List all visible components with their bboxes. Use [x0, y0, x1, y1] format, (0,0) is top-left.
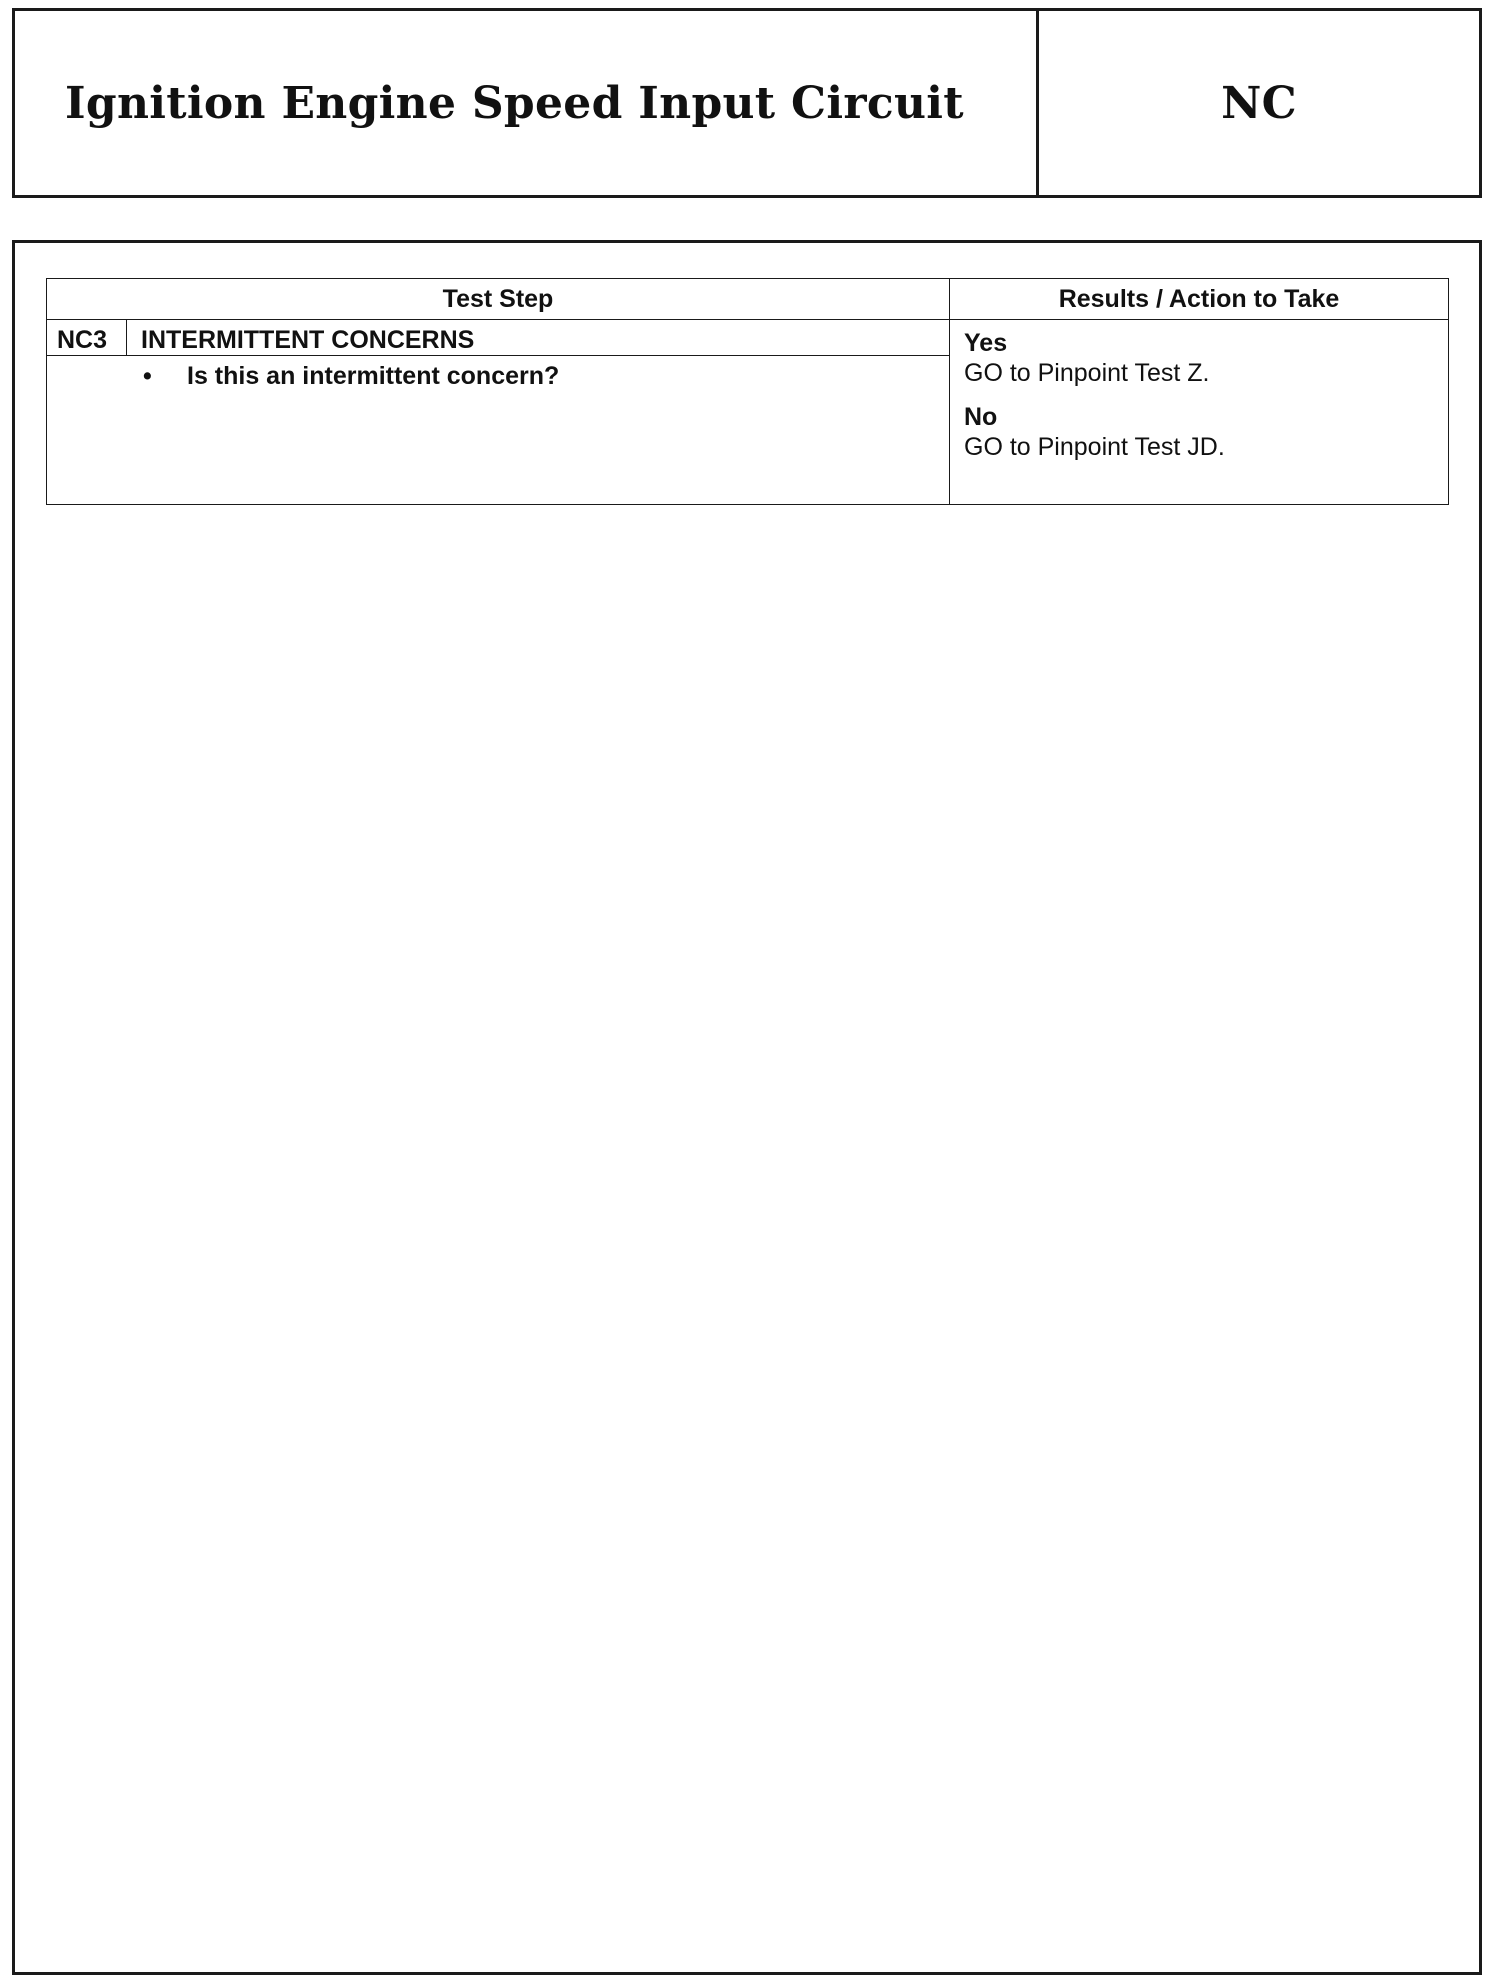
content-frame: [12, 240, 1482, 1975]
header-title-cell: [15, 11, 1039, 195]
result-label: Yes: [964, 329, 1008, 357]
page-title: Ignition Engine Speed Input Circuit: [65, 77, 964, 129]
result-label: No: [964, 403, 998, 431]
step-name: INTERMITTENT CONCERNS: [127, 320, 950, 356]
column-header-test-step: Test Step: [47, 279, 950, 320]
step-id: NC3: [47, 320, 127, 356]
step-question: Is this an intermittent concern?: [187, 362, 560, 390]
result-yes: [964, 328, 1434, 388]
result-action: GO to Pinpoint Test Z.: [964, 359, 1210, 387]
page-header: [12, 8, 1482, 198]
test-step-table: [46, 278, 1449, 505]
question-cell: [47, 356, 950, 505]
header-code-cell: [1039, 11, 1479, 195]
results-cell: [950, 320, 1449, 505]
result-action: GO to Pinpoint Test JD.: [964, 433, 1225, 461]
section-code: NC: [1221, 77, 1297, 129]
bullet-icon: •: [143, 362, 152, 390]
table-header-row: [47, 279, 1449, 320]
step-title-row: [47, 320, 1449, 356]
result-no: [964, 402, 1434, 462]
column-header-results: Results / Action to Take: [950, 279, 1449, 320]
